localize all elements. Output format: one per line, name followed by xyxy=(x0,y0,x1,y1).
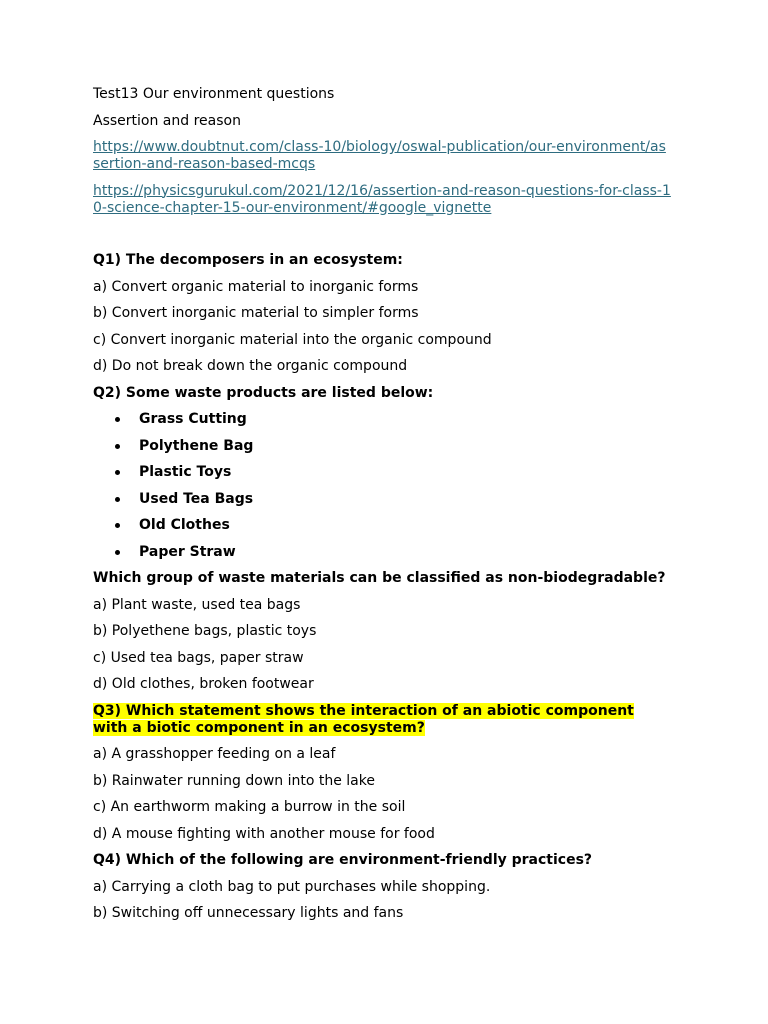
bullet-icon xyxy=(115,470,120,475)
reference-link-doubtnut[interactable]: https://www.doubtnut.com/class-10/biology/oswal-publication/our-environment/assertion-and-reason-based-mcqs xyxy=(93,139,666,172)
q2-option-d: d) Old clothes, broken footwear xyxy=(93,676,314,692)
list-item-label: Grass Cutting xyxy=(139,411,247,427)
q2-option-a: a) Plant waste, used tea bags xyxy=(93,596,301,613)
list-item-label: Plastic Toys xyxy=(139,464,232,480)
q2-option-c: c) Used tea bags, paper straw xyxy=(93,649,304,666)
list-item xyxy=(93,464,678,481)
reference-link-physicsgurukul[interactable]: https://physicsgurukul.com/2021/12/16/assertion-and-reason-questions-for-class-10-science-chapter-15-our-environment/#google_vignette xyxy=(93,182,671,216)
bullet-icon xyxy=(115,523,120,528)
document-subtitle: Assertion and reason xyxy=(93,112,241,129)
list-item xyxy=(93,411,678,428)
bullet-icon xyxy=(115,497,120,502)
list-item-label: Polythene Bag xyxy=(139,437,254,454)
document-page xyxy=(93,86,678,932)
question-3 xyxy=(93,703,653,737)
q1-option-b: b) Convert inorganic material to simpler forms xyxy=(93,305,419,321)
q3-option-d: d) A mouse fighting with another mouse for food xyxy=(93,825,435,842)
list-item xyxy=(93,544,678,561)
question-1: Q1) The decomposers in an ecosystem: xyxy=(93,252,403,268)
q3-option-c: c) An earthworm making a burrow in the soil xyxy=(93,799,406,815)
bullet-icon xyxy=(115,550,120,555)
question-2: Q2) Some waste products are listed below: xyxy=(93,384,434,401)
list-item-label: Old Clothes xyxy=(139,517,230,533)
list-item xyxy=(93,438,678,455)
list-item-label: Used Tea Bags xyxy=(139,490,254,507)
bullet-icon xyxy=(115,417,120,422)
q1-option-a: a) Convert organic material to inorganic forms xyxy=(93,278,419,295)
question-4: Q4) Which of the following are environment-friendly practices? xyxy=(93,852,593,868)
q4-option-a: a) Carrying a cloth bag to put purchases while shopping. xyxy=(93,878,491,895)
bullet-icon xyxy=(115,444,120,449)
question-3-line-1: Q3) Which statement shows the interaction of an abiotic component xyxy=(93,702,634,719)
q1-option-d: d) Do not break down the organic compound xyxy=(93,358,408,374)
question-3-line-2: with a biotic component in an ecosystem? xyxy=(93,719,425,736)
list-item xyxy=(93,517,678,534)
document-title: Test13 Our environment questions xyxy=(93,86,335,102)
q3-option-b: b) Rainwater running down into the lake xyxy=(93,772,375,789)
spacer xyxy=(93,226,678,252)
q2-option-b: b) Polyethene bags, plastic toys xyxy=(93,623,317,639)
list-item xyxy=(93,491,678,508)
q3-option-a: a) A grasshopper feeding on a leaf xyxy=(93,746,336,762)
question-2-prompt: Which group of waste materials can be classified as non-biodegradable? xyxy=(93,570,666,586)
q1-option-c: c) Convert inorganic material into the organic compound xyxy=(93,331,492,348)
waste-products-list xyxy=(93,411,678,561)
list-item-label: Paper Straw xyxy=(139,543,236,560)
q4-option-b: b) Switching off unnecessary lights and fans xyxy=(93,905,404,921)
